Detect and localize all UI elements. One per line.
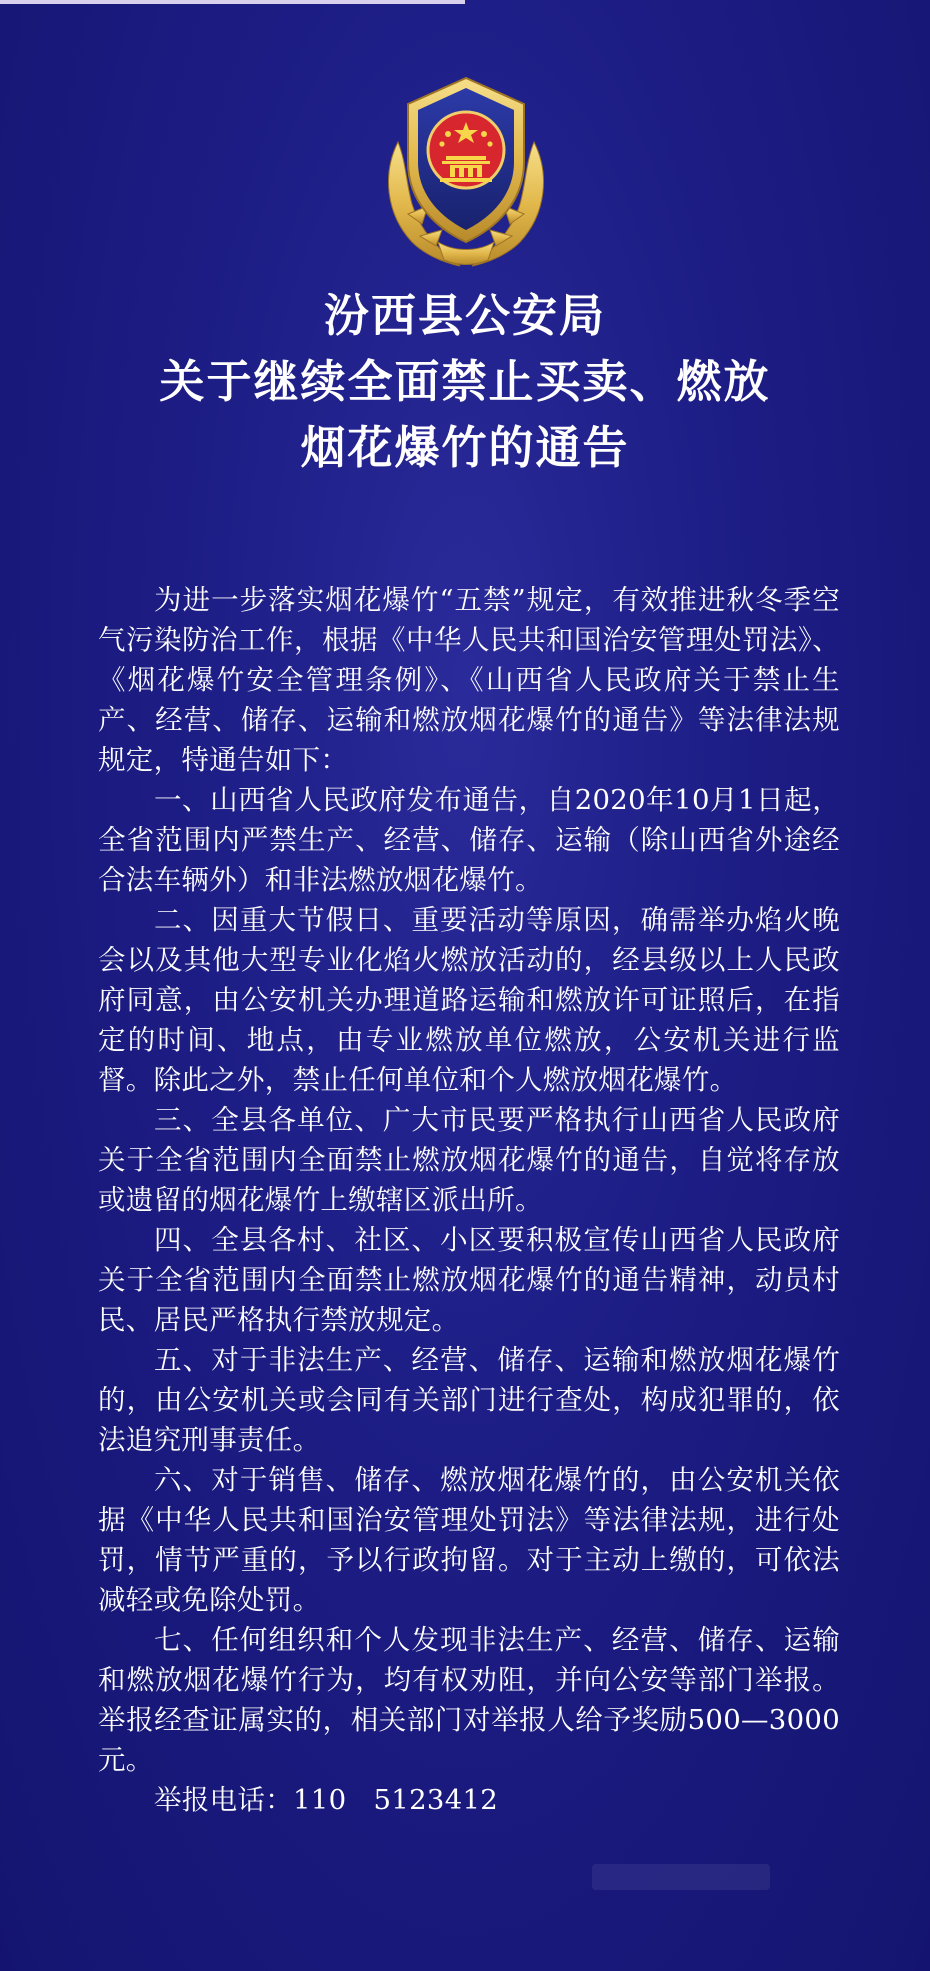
- clause-5: 五、对于非法生产、经营、储存、运输和燃放烟花爆竹的，由公安机关或会同有关部门进行查处，构成犯罪的，依法追究刑事责任。: [98, 1344, 840, 1456]
- clause-3: 三、全县各单位、广大市民要严格执行山西省人民政府关于全省范围内全面禁止燃放烟花爆竹的通告，自觉将存放或遗留的烟花爆竹上缴辖区派出所。: [98, 1104, 840, 1216]
- clause-7: 七、任何组织和个人发现非法生产、经营、储存、运输和燃放烟花爆竹行为，均有权劝阻，并向公安等部门举报。举报经查证属实的，相关部门对举报人给予奖励500—3000元。: [98, 1624, 840, 1776]
- title-line-agency: 汾西县公安局: [323, 289, 606, 342]
- title-line-subject: 关于继续全面禁止买卖、燃放: [159, 355, 771, 408]
- watermark: [592, 1864, 770, 1890]
- intro-paragraph: 为进一步落实烟花爆竹“五禁”规定，有效推进秋冬季空气污染防治工作，根据《中华人民共和国治安管理处罚法》、《烟花爆竹安全管理条例》、《山西省人民政府关于禁止生产、经营、储存、运输和燃放烟花爆竹的通告》等法律法规规定，特通告如下：: [98, 584, 840, 776]
- top-strip: [0, 0, 465, 4]
- report-hotline: 举报电话：110 5123412: [154, 1784, 499, 1816]
- police-emblem-icon: [368, 64, 564, 272]
- title-line-subject-end: 烟花爆竹的通告: [300, 421, 630, 474]
- clause-1: 一、山西省人民政府发布通告，自2020年10月1日起，全省范围内严禁生产、经营、储存、运输（除山西省外途经合法车辆外）和非法燃放烟花爆竹。: [98, 784, 840, 896]
- clause-4: 四、全县各村、社区、小区要积极宣传山西省人民政府关于全省范围内全面禁止燃放烟花爆竹的通告精神，动员村民、居民严格执行禁放规定。: [98, 1224, 840, 1336]
- clause-6: 六、对于销售、储存、燃放烟花爆竹的，由公安机关依据《中华人民共和国治安管理处罚法》等法律法规，进行处罚，情节严重的，予以行政拘留。对于主动上缴的，可依法减轻或免除处罚。: [98, 1464, 840, 1616]
- notice-body: [98, 580, 840, 1820]
- clause-2: 二、因重大节假日、重要活动等原因，确需举办焰火晚会以及其他大型专业化焰火燃放活动的，经县级以上人民政府同意，由公安机关办理道路运输和燃放许可证照后，在指定的时间、地点，由专业燃放单位燃放，公安机关进行监督。除此之外，禁止任何单位和个人燃放烟花爆竹。: [98, 904, 840, 1096]
- notice-title: [0, 283, 930, 481]
